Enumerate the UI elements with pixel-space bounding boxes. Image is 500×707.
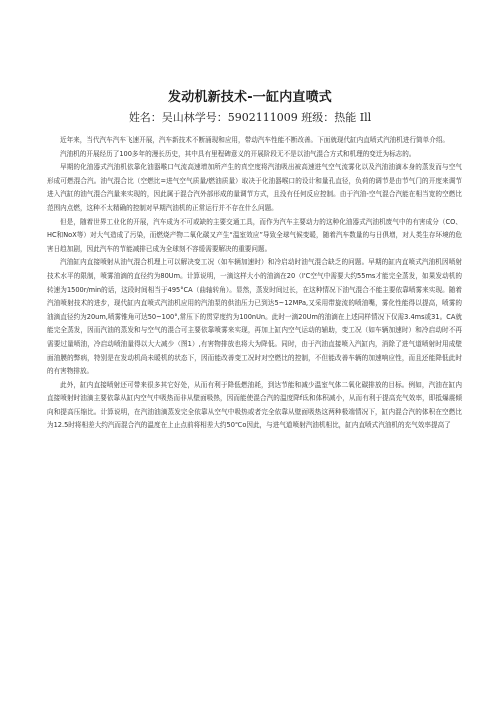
paragraph-history: 汽油机的开展经历了100多年的漫长历史，其中具有里程碑意义的开展阶段无不是以油气混合方式和机理的变迁为标志的。	[60, 149, 416, 158]
paragraph-intro: 近年来，当代汽车汽车飞速开展，汽车新技术不断涌现和应用，带动汽车性能不断改善。下面就现代缸内直喷式汽油机进行简单介绍。	[60, 136, 450, 144]
paragraph-direct-injection: 汽油缸内直接喷射从油气混合机理上可以解决变工况（如车辆加速时）和冷启动时油气混合缺乏的问题。早期的缸内直喷式汽油机因喷射技术水平的限制，喷雾油滴的直径约为80Um。计算说明，一滴这样大小的油滴在20（I'C空气中需要大约55ms才能完全蒸发，如果发动机的转速为1500r/min的话，这段时间相当于495°CA（曲轴转角）。显然，蒸发时间过长，在这种情况下油气混合不能主要依靠喷雾来实现。随着汽油喷射技术的进步，现代缸内直喷式汽油机应用的汽油泵的供油压力已到达5~12MPa,又采用带旋流的喷油嘴，雾化性能得以提高，喷雾的油滴直径约为20um,喷雾锥角可达50~100°,常压下的贯穿度约为100nUn。此时一滴20Um的油滴在上述同样情况下仅需3.4ms或31。CA就能完全蒸发，因而汽油的蒸发和与空气的混合可主要依靠喷雾来实现，再加上缸内空气运动的辅助，变工况（如车辆加速时）和冷启动时不再需要过量喷油，冷启动喷油量得以大大减少（图1）,有害物排放也将大为降低。同时，由于汽油直接喷入汽缸内，消除了进气道喷射时用成壁面油膜的弊病，特别是在发动机尚未暖机的状态下，因而能改善变工况时对空燃比的控制，不但能改善车辆的加速响应性，而且还能降低此时的有害物排放。	[47, 258, 462, 376]
paragraph-carburetor: 早期的化油器式汽油机依靠化油器喉口气流高速增加所产生的真空度将汽油吸出被高速进气空气流雾化以及汽油油滴本身的蒸发而与空气形成可燃混合汽。油气混合比（空燃比=进气空气质量/燃油质量）取决于化油器喉口的设计和量孔直径，负荷的调节是由节气门的开度来调节进入汽缸的油气混合汽量来实现的，因此属于混合汽外部形成的量调节方式，且没有任何反应控制。由于汽油-空气混合汽能在相当宽的空燃比范围内点燃，这种不太精确的控制对早期汽油机的正常运行并不存在什么问题。	[47, 163, 462, 212]
paragraph-benefits: 此外，缸内直接喷射还可带来很多其它好处，从而有利于降低燃油耗，到达节能和减少温室气体二氧化碳排放的目标。例如，汽油在缸内直接喷射时油滴主要依靠从缸内空气中吸热而非从壁面吸热，因而能使混合汽的温度降f氐和体积减小，从而有利于提高充气效率，即抵爆震倾向和提高压缩比。计算说明，在汽油油滴蒸发完全依靠从空气中吸热或者完全依靠从壁面吸热这两种极端情况下，缸内混合汽的体积在空燃比为12.5时将相差大约汽而混合汽的温度在上止点前将相差大约50℃o因此，与进气道喷射汽油机相比，缸内直喷式汽油机的充气效率提高了	[47, 380, 462, 430]
paragraph-emissions: 但是，随着世界工业化的开展，汽车成为不可或缺的主要交通工具，而作为汽车主要动力的这种化油器式汽油机废气中的有害成分（CO、HC和NoX等）对大气造成了污染，而燃烧产物二氧化碳又产生“温室效应”导致全球气候变暖，随着汽车数量的与日俱增，对人类生存环境的危害日趋加剧，因此汽车的节能减排已成为全球刻不容缓需要解决的重要问题。	[47, 217, 462, 253]
document-body	[47, 134, 462, 433]
document-title: 发动机新技术-一缸内直喷式	[168, 90, 332, 105]
author-line: 姓名：吴山林学号：5902111009 班级：热能 Ill	[128, 111, 372, 124]
